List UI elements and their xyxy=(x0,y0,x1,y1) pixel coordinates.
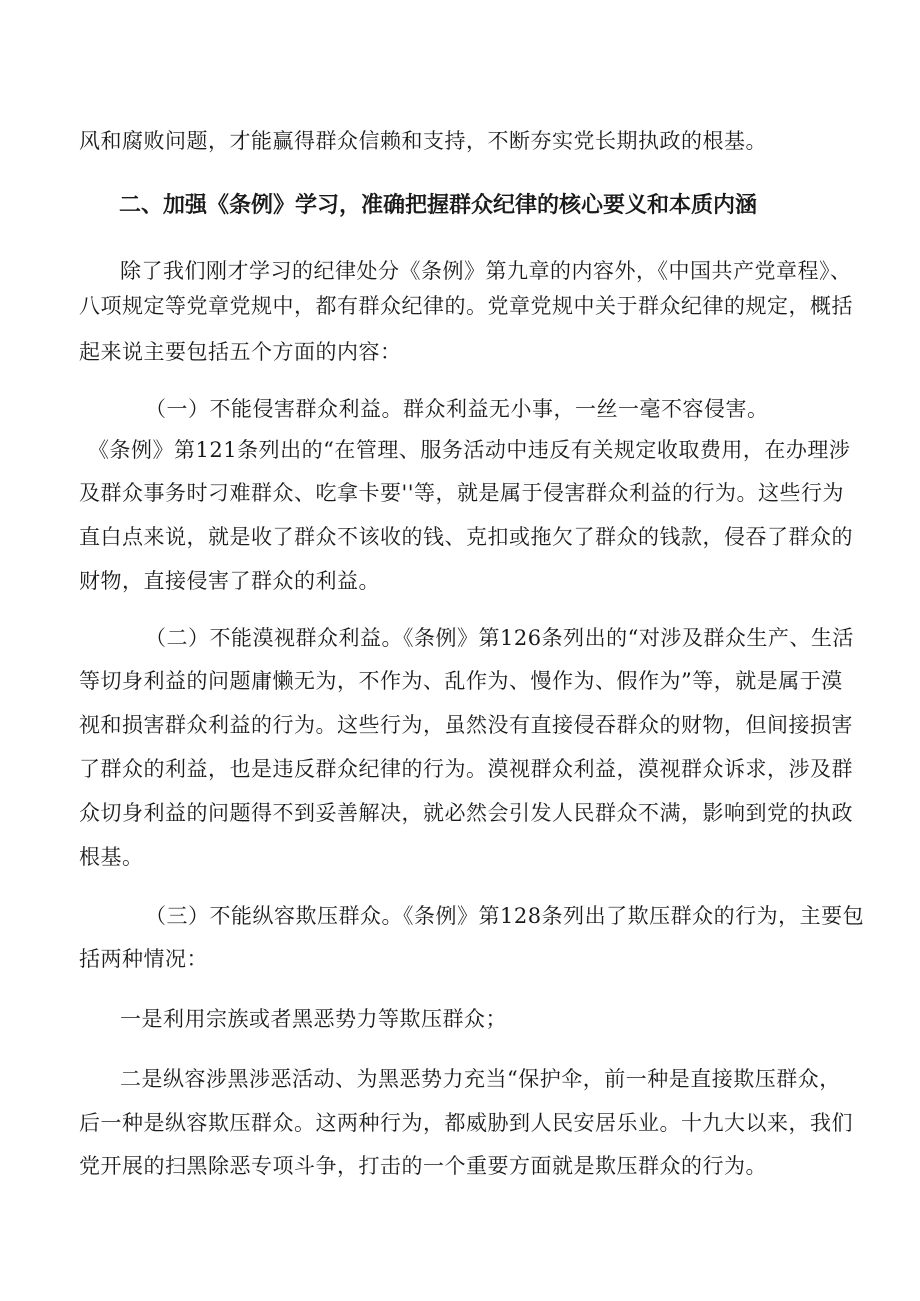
paragraph-line: 起来说主要包括五个方面的内容： xyxy=(79,340,402,364)
paragraph-line: 及群众事务时刁难群众、吃拿卡要''等，就是属于侵害群众利益的行为。这些行为 xyxy=(79,481,845,505)
paragraph-line: 党开展的扫黑除恶专项斗争，打击的一个重要方面就是欺压群众的行为。 xyxy=(79,1154,767,1178)
paragraph-line: 除了我们刚才学习的纪律处分《条例》第九章的内容外，《中国共产党章程》、 xyxy=(120,259,852,283)
paragraph-line: 了群众的利益，也是违反群众纪律的行为。漠视群众利益，漠视群众诉求，涉及群 xyxy=(79,757,853,781)
paragraph-line: 八项规定等党章党规中，都有群众纪律的。党章党规中关于群众纪律的规定，概括 xyxy=(79,294,853,318)
paragraph-line: 根基。 xyxy=(79,845,144,869)
paragraph-line: （二）不能漠视群众利益。《条例》第126条列出的“对涉及群众生产、生活 xyxy=(145,626,854,650)
section-heading: 二、加强《条例》学习，准确把握群众纪律的核心要义和本质内涵 xyxy=(119,193,758,218)
paragraph-line: 众切身利益的问题得不到妥善解决，就必然会引发人民群众不满，影响到党的执政 xyxy=(79,801,853,825)
paragraph-line: 括两种情况： xyxy=(79,947,208,971)
paragraph-line: 《条例》第121条列出的“在管理、服务活动中违反有关规定收取费用，在办理涉 xyxy=(88,438,851,462)
paragraph-line: 等切身利益的问题庸懒无为，不作为、乱作为、慢作为、假作为”等，就是属于漠 xyxy=(79,669,843,693)
paragraph-line: 财物，直接侵害了群众的利益。 xyxy=(79,569,380,593)
paragraph-line: 风和腐败问题，才能赢得群众信赖和支持，不断夯实党长期执政的根基。 xyxy=(79,129,767,153)
paragraph-line: （三）不能纵容欺压群众。《条例》第128条列出了欺压群众的行为，主要包 xyxy=(145,904,865,928)
paragraph-line: 直白点来说，就是收了群众不该收的钱、克扣或拖欠了群众的钱款，侵吞了群众的 xyxy=(79,525,853,549)
paragraph-line: （一）不能侵害群众利益。群众利益无小事，一丝一毫不容侵害。 xyxy=(145,397,769,421)
paragraph-line: 视和损害群众利益的行为。这些行为，虽然没有直接侵吞群众的财物，但间接损害 xyxy=(79,713,853,737)
paragraph-line: 一是利用宗族或者黑恶势力等欺压群众； xyxy=(120,1007,507,1031)
paragraph-line: 后一种是纵容欺压群众。这两种行为，都威胁到人民安居乐业。十九大以来，我们 xyxy=(79,1111,853,1135)
paragraph-line: 二是纵容涉黑涉恶活动、为黑恶势力充当“保护伞，前一种是直接欺压群众， xyxy=(120,1067,841,1091)
